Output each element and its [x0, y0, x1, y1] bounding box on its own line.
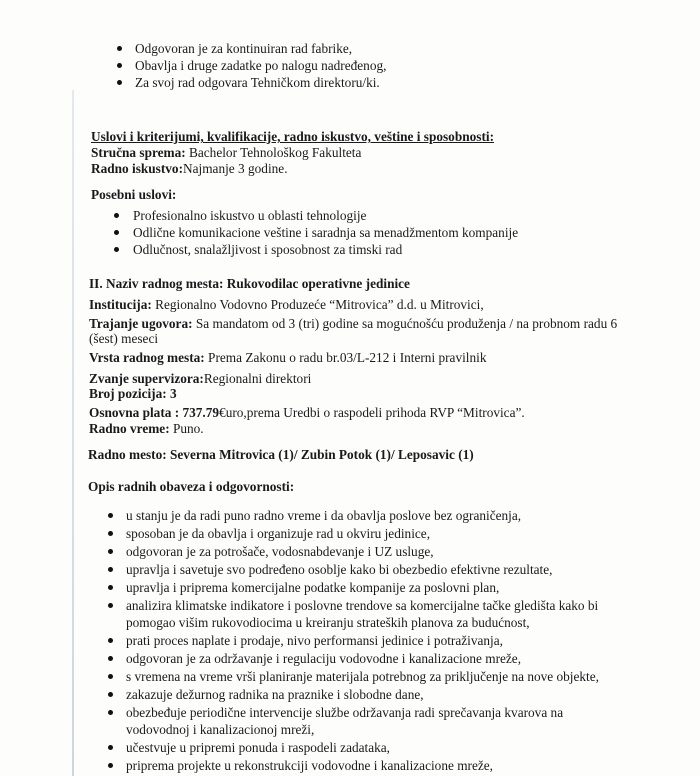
duration-line-2: (šest) meseci	[89, 331, 159, 346]
bullet-dot-icon	[108, 531, 113, 536]
duty-item	[108, 632, 599, 649]
duration-label: Trajanje ugovora:	[89, 316, 193, 331]
duty-item-text: učestvuje u pripremi ponuda i raspodeli zadataka,	[126, 740, 390, 755]
list-item-text: Odlučnost, snalažljivost i sposobnost za timski rad	[133, 242, 403, 257]
duty-item-text: s vremena na vreme vrši planiranje materijala potrebnog za priključenje na nove objekte,	[126, 669, 599, 684]
institution-line	[89, 296, 484, 313]
duty-item	[108, 668, 599, 685]
education-label: Stručna sprema:	[91, 145, 186, 160]
salary-label: Osnovna plata : 737.79	[89, 405, 220, 420]
bullet-dot-icon	[108, 638, 113, 643]
duty-item-text: u stanju je da radi puno radno vreme i da obavlja poslove bez ograničenja,	[126, 508, 522, 523]
bullet-dot-icon	[108, 692, 113, 697]
bullet-dot-icon	[108, 585, 113, 590]
top-bullet-list	[117, 40, 386, 91]
bullet-dot-icon	[108, 763, 113, 768]
qualifications-heading: Uslovi i kriterijumi, kvalifikacije, radno iskustvo, veštine i sposobnosti:	[91, 129, 494, 144]
worktime-line	[89, 420, 204, 437]
duty-item-text: priprema projekte u rekonstrukciji vodovodne i kanalizacione mreže,	[126, 758, 494, 773]
duty-item	[108, 650, 599, 667]
bullet-dot-icon	[114, 213, 119, 218]
bullet-dot-icon	[117, 80, 122, 85]
education-line	[91, 144, 361, 161]
bullet-dot-icon	[117, 63, 122, 68]
list-item	[117, 57, 386, 74]
duty-item-text: zakazuje dežurnog radnika na praznike i slobodne dane,	[126, 687, 424, 702]
duty-item-text: upravlja i priprema komercijalne podatke kompanije za poslovni plan,	[126, 580, 500, 595]
special-conditions-heading: Posebni uslovi:	[91, 187, 177, 202]
bullet-dot-icon	[108, 745, 113, 750]
supervisor-value: Regionalni direktori	[203, 371, 312, 386]
work-location: Radno mesto: Severna Mitrovica (1)/ Zubin Potok (1)/ Leposavic (1)	[88, 447, 474, 462]
bullet-dot-icon	[108, 603, 113, 608]
duty-item-text: vodovodnoj i kanalizacionoj mreži,	[126, 722, 315, 737]
bullet-dot-icon	[117, 46, 122, 51]
experience-value: Najmanje 3 godine.	[183, 161, 288, 176]
duration-line	[89, 315, 617, 332]
list-item	[117, 74, 386, 91]
institution-value: Regionalno Vodovno Produzeće “Mitrovica” d.d. u Mitrovici,	[151, 297, 484, 312]
supervisor-label: Zvanje supervizora:	[89, 371, 204, 386]
list-item-text: Profesionalno iskustvo u oblasti tehnologije	[133, 208, 367, 223]
duty-item	[108, 597, 599, 631]
position-type-value: Prema Zakonu o radu br.03/L-212 i Interni pravilnik	[204, 350, 487, 365]
list-item	[114, 224, 518, 241]
list-item-text: Odgovoran je za kontinuiran rad fabrike,	[135, 41, 353, 56]
duty-item-text: obezbeđuje periodične intervencije službe održavanja radi sprečavanja kvarova na	[126, 705, 564, 720]
duty-item	[108, 686, 599, 703]
duty-item	[108, 579, 599, 596]
duty-item-text: upravlja i savetuje svo podređeno osoblje kako bi obezbedio efektivne rezultate,	[126, 562, 553, 577]
bullet-dot-icon	[108, 567, 113, 572]
bullet-dot-icon	[114, 247, 119, 252]
experience-line	[91, 160, 288, 177]
duty-item	[108, 543, 599, 560]
bullet-dot-icon	[114, 230, 119, 235]
education-value: Bachelor Tehnološkog Fakulteta	[185, 145, 362, 160]
duty-item-text: pomogao višim rukovodiocima u kreiranju strateških planova za budućnost,	[126, 615, 530, 630]
worktime-label: Radno vreme:	[89, 421, 170, 436]
duty-item-text: analizira klimatske indikatore i poslovne trendove sa komercijalne tačke gledišta kako bi	[126, 598, 599, 613]
duty-item	[108, 704, 599, 738]
duties-heading: Opis radnih obaveza i odgovornosti:	[88, 479, 295, 494]
institution-label: Institucija:	[89, 297, 152, 312]
duty-item	[108, 739, 599, 756]
duty-item	[108, 757, 599, 774]
list-item	[117, 40, 386, 57]
duration-value: Sa mandatom od 3 (tri) godine sa mogućnošću produženja / na probnom radu 6	[192, 316, 618, 331]
position-title: II. Naziv radnog mesta: Rukovodilac operativne jedinice	[89, 276, 410, 291]
positions-count: Broj pozicija: 3	[89, 386, 177, 401]
duty-item-text: sposoban je da obavlja i organizuje rad u okviru jedinice,	[126, 526, 431, 541]
position-type-line	[89, 349, 486, 366]
list-item-text: Odlične komunikacione veštine i saradnja sa menadžmentom kompanije	[133, 225, 519, 240]
duties-list	[108, 507, 599, 775]
duty-item	[108, 525, 599, 542]
worktime-value: Puno.	[169, 421, 204, 436]
duty-item-text: odgovoran je za održavanje i regulaciju vodovodne i kanalizacione mreže,	[126, 651, 522, 666]
list-item-text: Obavlja i druge zadatke po nalogu nadređenog,	[135, 58, 387, 73]
list-item-text: Za svoj rad odgovara Tehničkom direktoru/ki.	[135, 75, 380, 90]
list-item	[114, 207, 518, 224]
bullet-dot-icon	[108, 674, 113, 679]
list-item	[114, 241, 518, 258]
salary-line	[89, 404, 525, 421]
scan-edge-shadow	[72, 90, 74, 776]
duty-item	[108, 561, 599, 578]
bullet-dot-icon	[108, 656, 113, 661]
experience-label: Radno iskustvo:	[91, 161, 184, 176]
duty-item	[108, 507, 599, 524]
bullet-dot-icon	[108, 513, 113, 518]
duty-item-text: prati proces naplate i prodaje, nivo performansi jedinice i potraživanja,	[126, 633, 503, 648]
bullet-dot-icon	[108, 710, 113, 715]
bullet-dot-icon	[108, 549, 113, 554]
position-type-label: Vrsta radnog mesta:	[89, 350, 205, 365]
salary-value: €uro,prema Uredbi o raspodeli prihoda RVP “Mitrovica”.	[219, 405, 525, 420]
special-conditions-list	[114, 207, 518, 258]
duty-item-text: odgovoran je za potrošače, vodosnabdevanje i UZ usluge,	[126, 544, 434, 559]
